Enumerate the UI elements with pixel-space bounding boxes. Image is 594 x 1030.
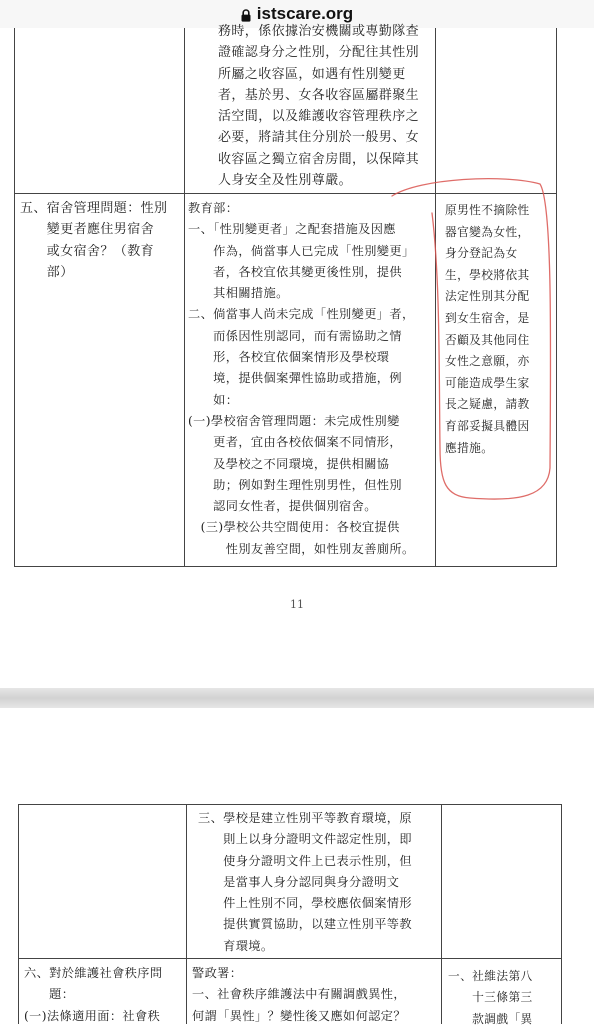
text-line: 到女生宿舍，是 [445, 310, 530, 325]
text-line: 原男性不摘除性 [445, 203, 530, 217]
text-line: 十三條第三 [448, 990, 533, 1005]
lock-icon [241, 9, 251, 22]
text-line: 或女宿舍？（教育 [20, 243, 155, 259]
text-line: 警政署： [192, 966, 243, 980]
text-line: 長之疑慮，請教 [445, 397, 530, 412]
text-line: 務時，係依據治安機關或專勤隊查 [218, 24, 420, 39]
text-line: 形，各校宜依個案情形及學校環 [188, 350, 390, 365]
text-line: 更者，宜由各校依個案不同情形， [188, 435, 402, 450]
text-line: 器官變為女性， [445, 224, 530, 239]
text-line: 教育部： [188, 201, 239, 215]
text-line: 生，學校將依其 [445, 267, 530, 282]
text-line: 部） [20, 264, 74, 280]
text-line: 身分登記為女 [445, 246, 518, 261]
text-line: 變更者應住男宿舍 [20, 222, 155, 238]
row-continuation-answer [198, 808, 412, 957]
text-line: 所屬之收容區，如遇有性別變更 [218, 66, 406, 82]
text-line: 育環境。 [198, 938, 274, 953]
text-line: 及學校之不同環境，提供相關協 [188, 456, 390, 471]
url-text: istscare.org [256, 4, 354, 23]
text-line: 活空間，以及維護收容管理秩序之 [218, 109, 420, 125]
page-gap [0, 688, 594, 708]
text-line: 則上以身分證明文件認定性別，即 [198, 832, 412, 847]
row6-note [448, 966, 533, 1030]
text-line: (一)學校宿舍管理問題：未完成性別變 [188, 413, 400, 428]
text-line: 何謂「異性」？變性後又應如何認定？ [192, 1008, 406, 1023]
text-line: 其相關措施。 [188, 286, 289, 301]
text-line: 育部妥擬具體因 [445, 418, 530, 433]
text-line: 法定性別其分配 [445, 289, 530, 304]
text-line: 者，基於男、女各收容區屬群聚生 [218, 87, 420, 103]
text-line: 境，提供個案彈性協助或措施，例 [188, 371, 402, 386]
text-line: 可能造成學生家 [445, 375, 530, 390]
text-line: 是當事人身分認同與身分證明文 [198, 874, 400, 889]
text-line: 者，各校宜依其變更後性別，提供 [188, 264, 402, 279]
text-line: 作為，倘當事人已完成「性別變更」 [188, 243, 415, 258]
row6-question [24, 963, 162, 1027]
row6-answer [192, 963, 406, 1027]
text-line: 題： [24, 987, 75, 1002]
text-line: 助；例如對生理性別男性，但性別 [188, 477, 402, 492]
text-line: 三、學校是建立性別平等教育環境，原 [198, 811, 412, 825]
text-line: 六、對於維護社會秩序問 [24, 966, 163, 980]
text-line: 款調戲「異 [448, 1011, 533, 1026]
text-line: 二、倘當事人尚未完成「性別變更」者， [188, 307, 415, 322]
text-line: 女性之意願，亦 [445, 354, 530, 369]
red-annotation-circle [0, 28, 594, 688]
text-line: 如： [188, 392, 239, 407]
text-line: 必要，將請其住分別於一般男、女 [218, 130, 420, 146]
text-line: 提供實質協助，以建立性別平等教 [198, 917, 412, 932]
document-page-2 [0, 708, 594, 1024]
text-line: 否顧及其他同住 [445, 332, 530, 347]
text-line: 證確認身分之性別，分配往其性別 [218, 45, 420, 61]
text-line: 件上性別不同，學校應依個案情形 [198, 896, 412, 911]
text-line: 應措施。 [445, 440, 494, 455]
text-line: 而係因性別認同，而有需協助之情 [188, 328, 402, 343]
text-line: 人身安全及性別尊嚴。 [218, 173, 353, 189]
text-line: 性別友善空間，如性別友善廁所。 [188, 541, 415, 556]
text-line: 一、「性別變更者」之配套措施及因應 [188, 222, 396, 237]
text-line: 認同女性者，提供個別宿舍。 [188, 499, 377, 514]
page-number: 11 [290, 598, 304, 611]
text-line: 收容區之獨立宿舍房間，以保障其 [218, 151, 420, 167]
document-page-1 [0, 24, 594, 688]
text-line: (三)學校公共空間使用：各校宜提供 [188, 520, 400, 535]
text-line: (一)法條適用面：社會秩 [24, 1008, 161, 1023]
text-line: 一、社維法第八 [448, 969, 533, 983]
text-line: 使身分證明文件上已表示性別，但 [198, 853, 412, 868]
text-line: 一、社會秩序維護法中有關調戲異性， [192, 987, 406, 1002]
text-line: 五、宿舍管理問題：性別 [20, 201, 168, 216]
